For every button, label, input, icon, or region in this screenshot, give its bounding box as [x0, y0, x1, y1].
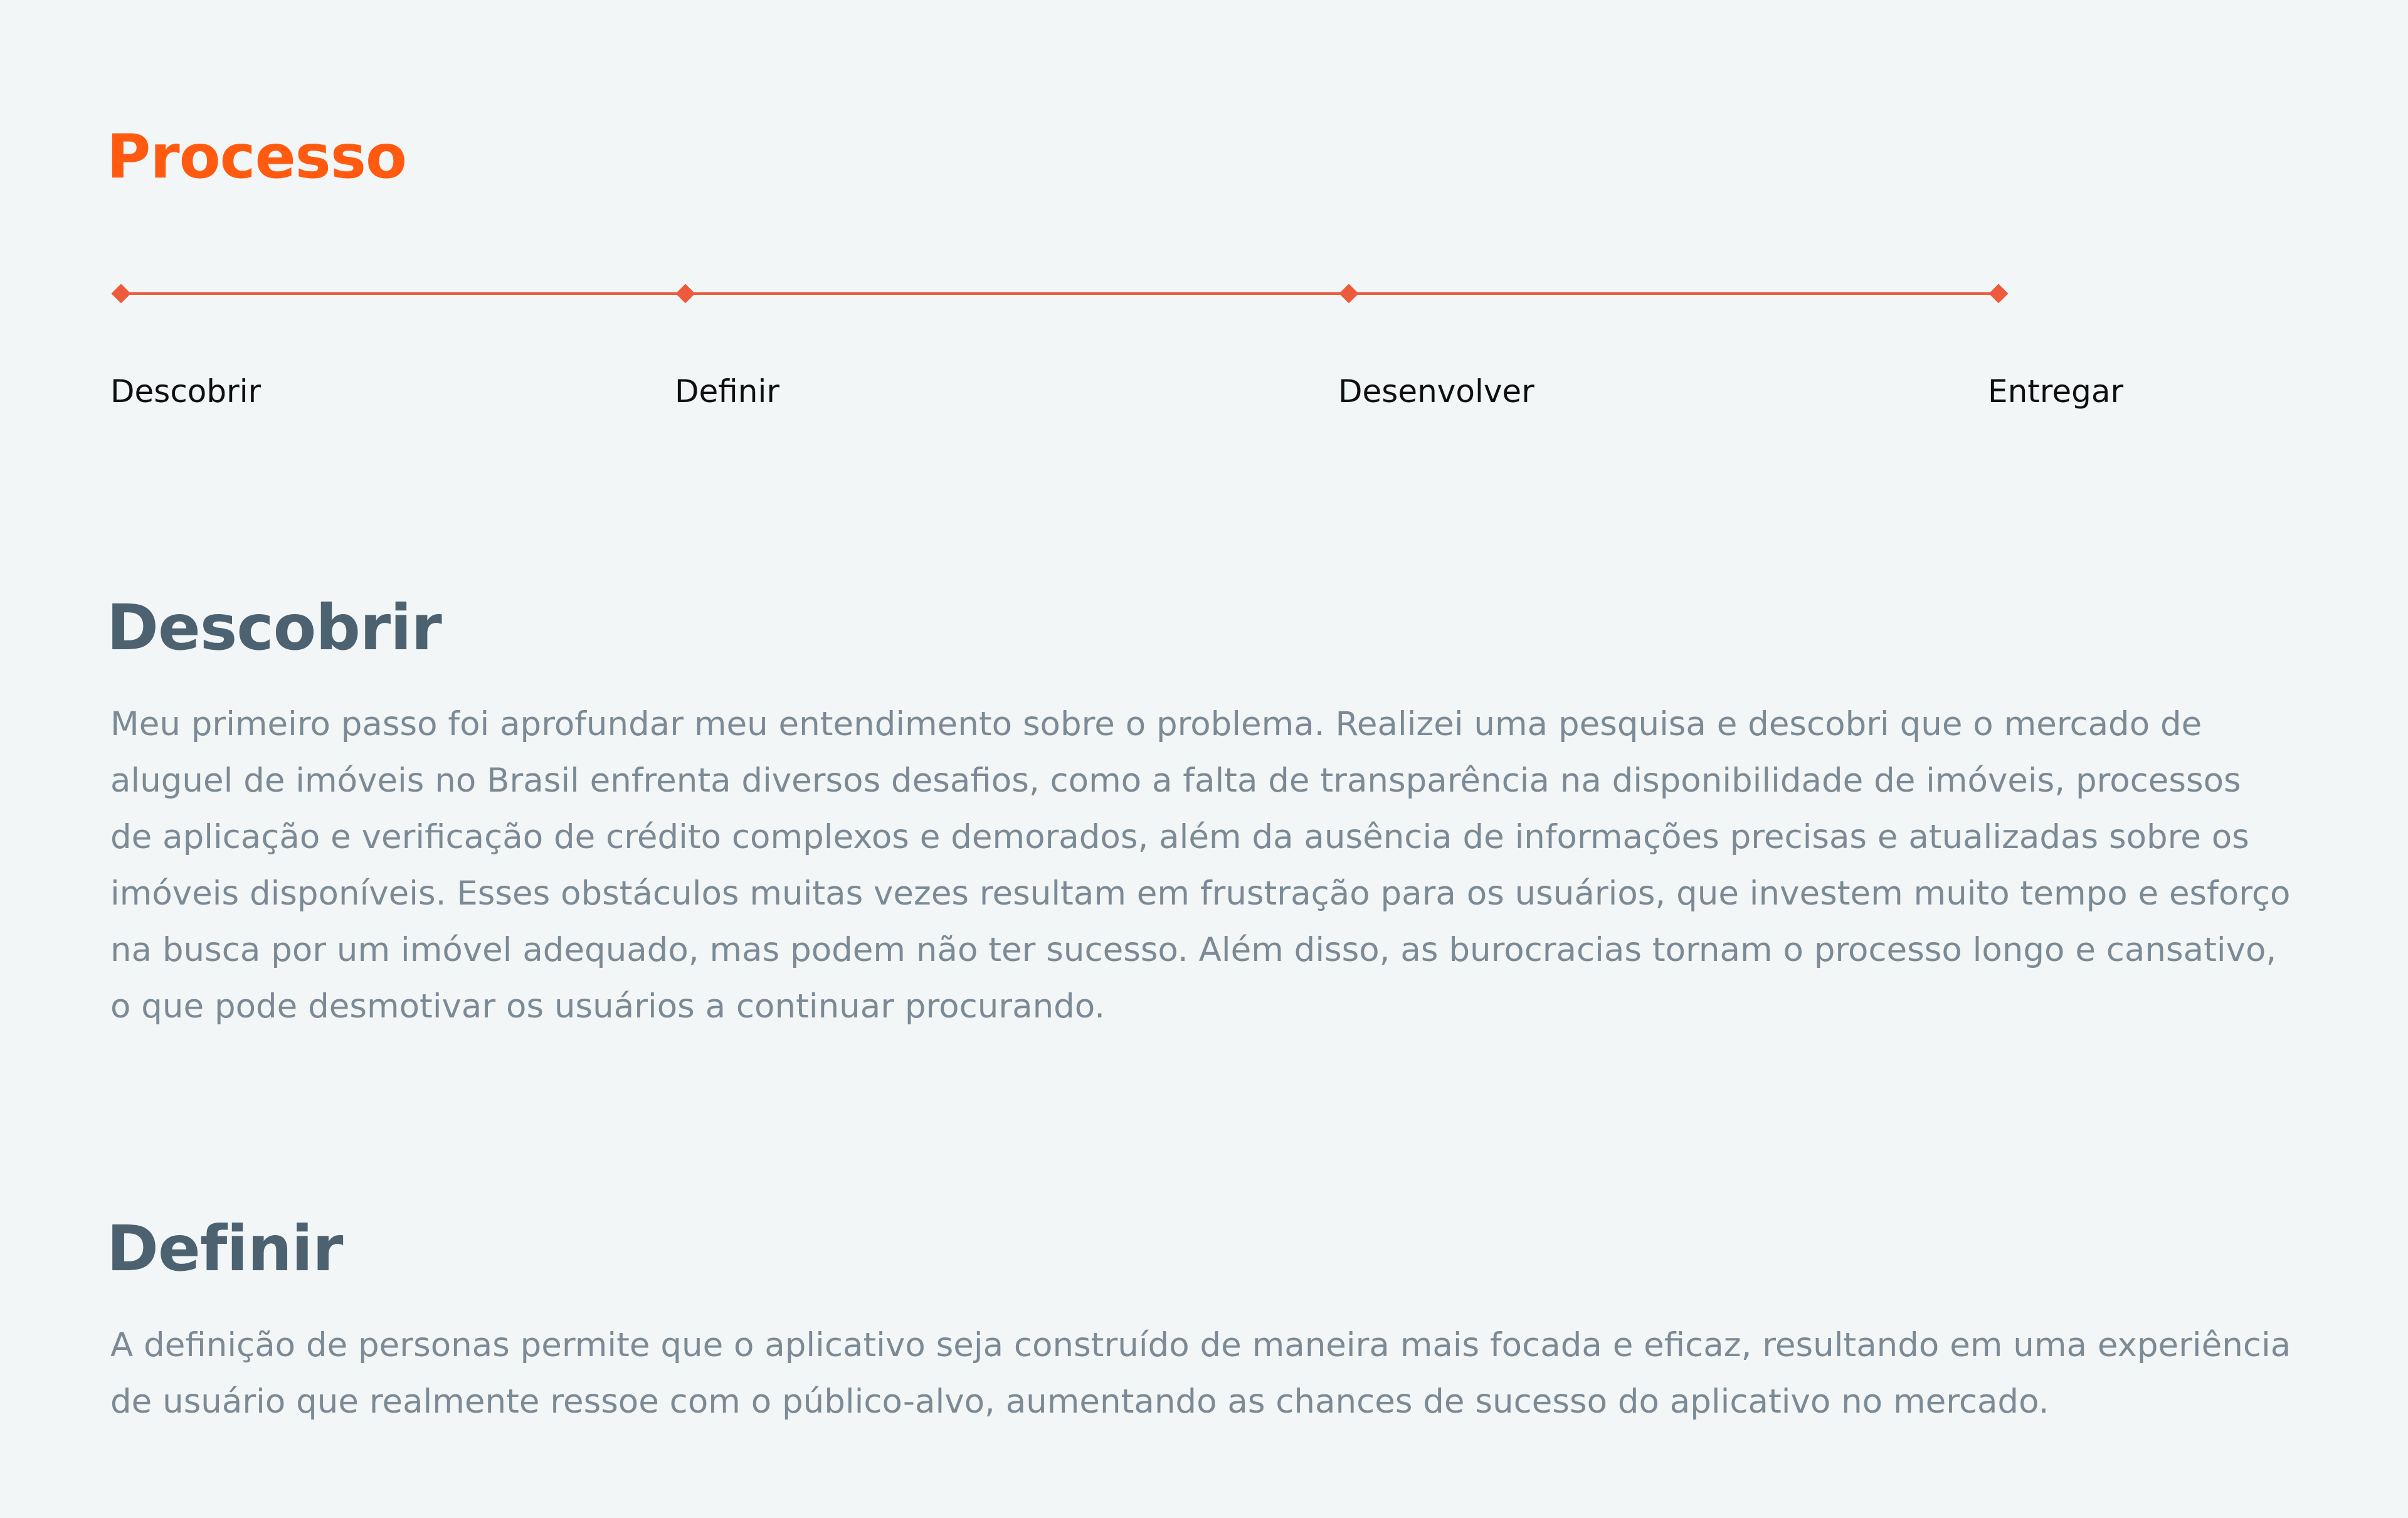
timeline-marker-entregar: [1988, 284, 2008, 303]
page-title: Processo: [107, 122, 406, 192]
timeline-marker-desenvolver: [1339, 284, 1358, 303]
process-timeline: [0, 0, 2408, 439]
section-body-definir: A definição de personas permite que o aplicativo seja construído de maneira mais focada e eficaz, resultando em uma experiência de usuário que realmente ressoe com o público-alvo, aumentando as chances de sucesso do aplicativo no mercado.: [110, 1326, 2291, 1421]
section-heading-descobrir: Descobrir: [107, 591, 441, 664]
section-body-descobrir: Meu primeiro passo foi aprofundar meu entendimento sobre o problema. Realizei uma pesquisa e descobri que o mercado de aluguel de imóveis no Brasil enfrenta diversos desafios, como a falta de transparência na disponibilidade de imóveis, processos de aplicação e verificação de crédito complexos e demorados, além da ausência de informações precisas e atualizadas sobre os imóveis disponíveis. Esses obstáculos muitas vezes resultam em frustração para os usuários, que investem muito tempo e esforço na busca por um imóvel adequado, mas podem não ter sucesso. Além disso, as burocracias tornam o processo longo e cansativo, o que pode desmotivar os usuários a continuar procurando.: [110, 705, 2291, 1026]
timeline-marker-definir: [675, 284, 695, 303]
timeline-step-entregar[interactable]: Entregar: [1988, 373, 2124, 410]
timeline-step-descobrir[interactable]: Descobrir: [110, 373, 261, 410]
section-heading-definir: Definir: [107, 1212, 343, 1285]
timeline-step-definir[interactable]: Definir: [675, 373, 779, 410]
timeline-step-desenvolver[interactable]: Desenvolver: [1338, 373, 1534, 410]
timeline-line: [122, 292, 1999, 295]
timeline-marker-descobrir: [111, 284, 130, 303]
